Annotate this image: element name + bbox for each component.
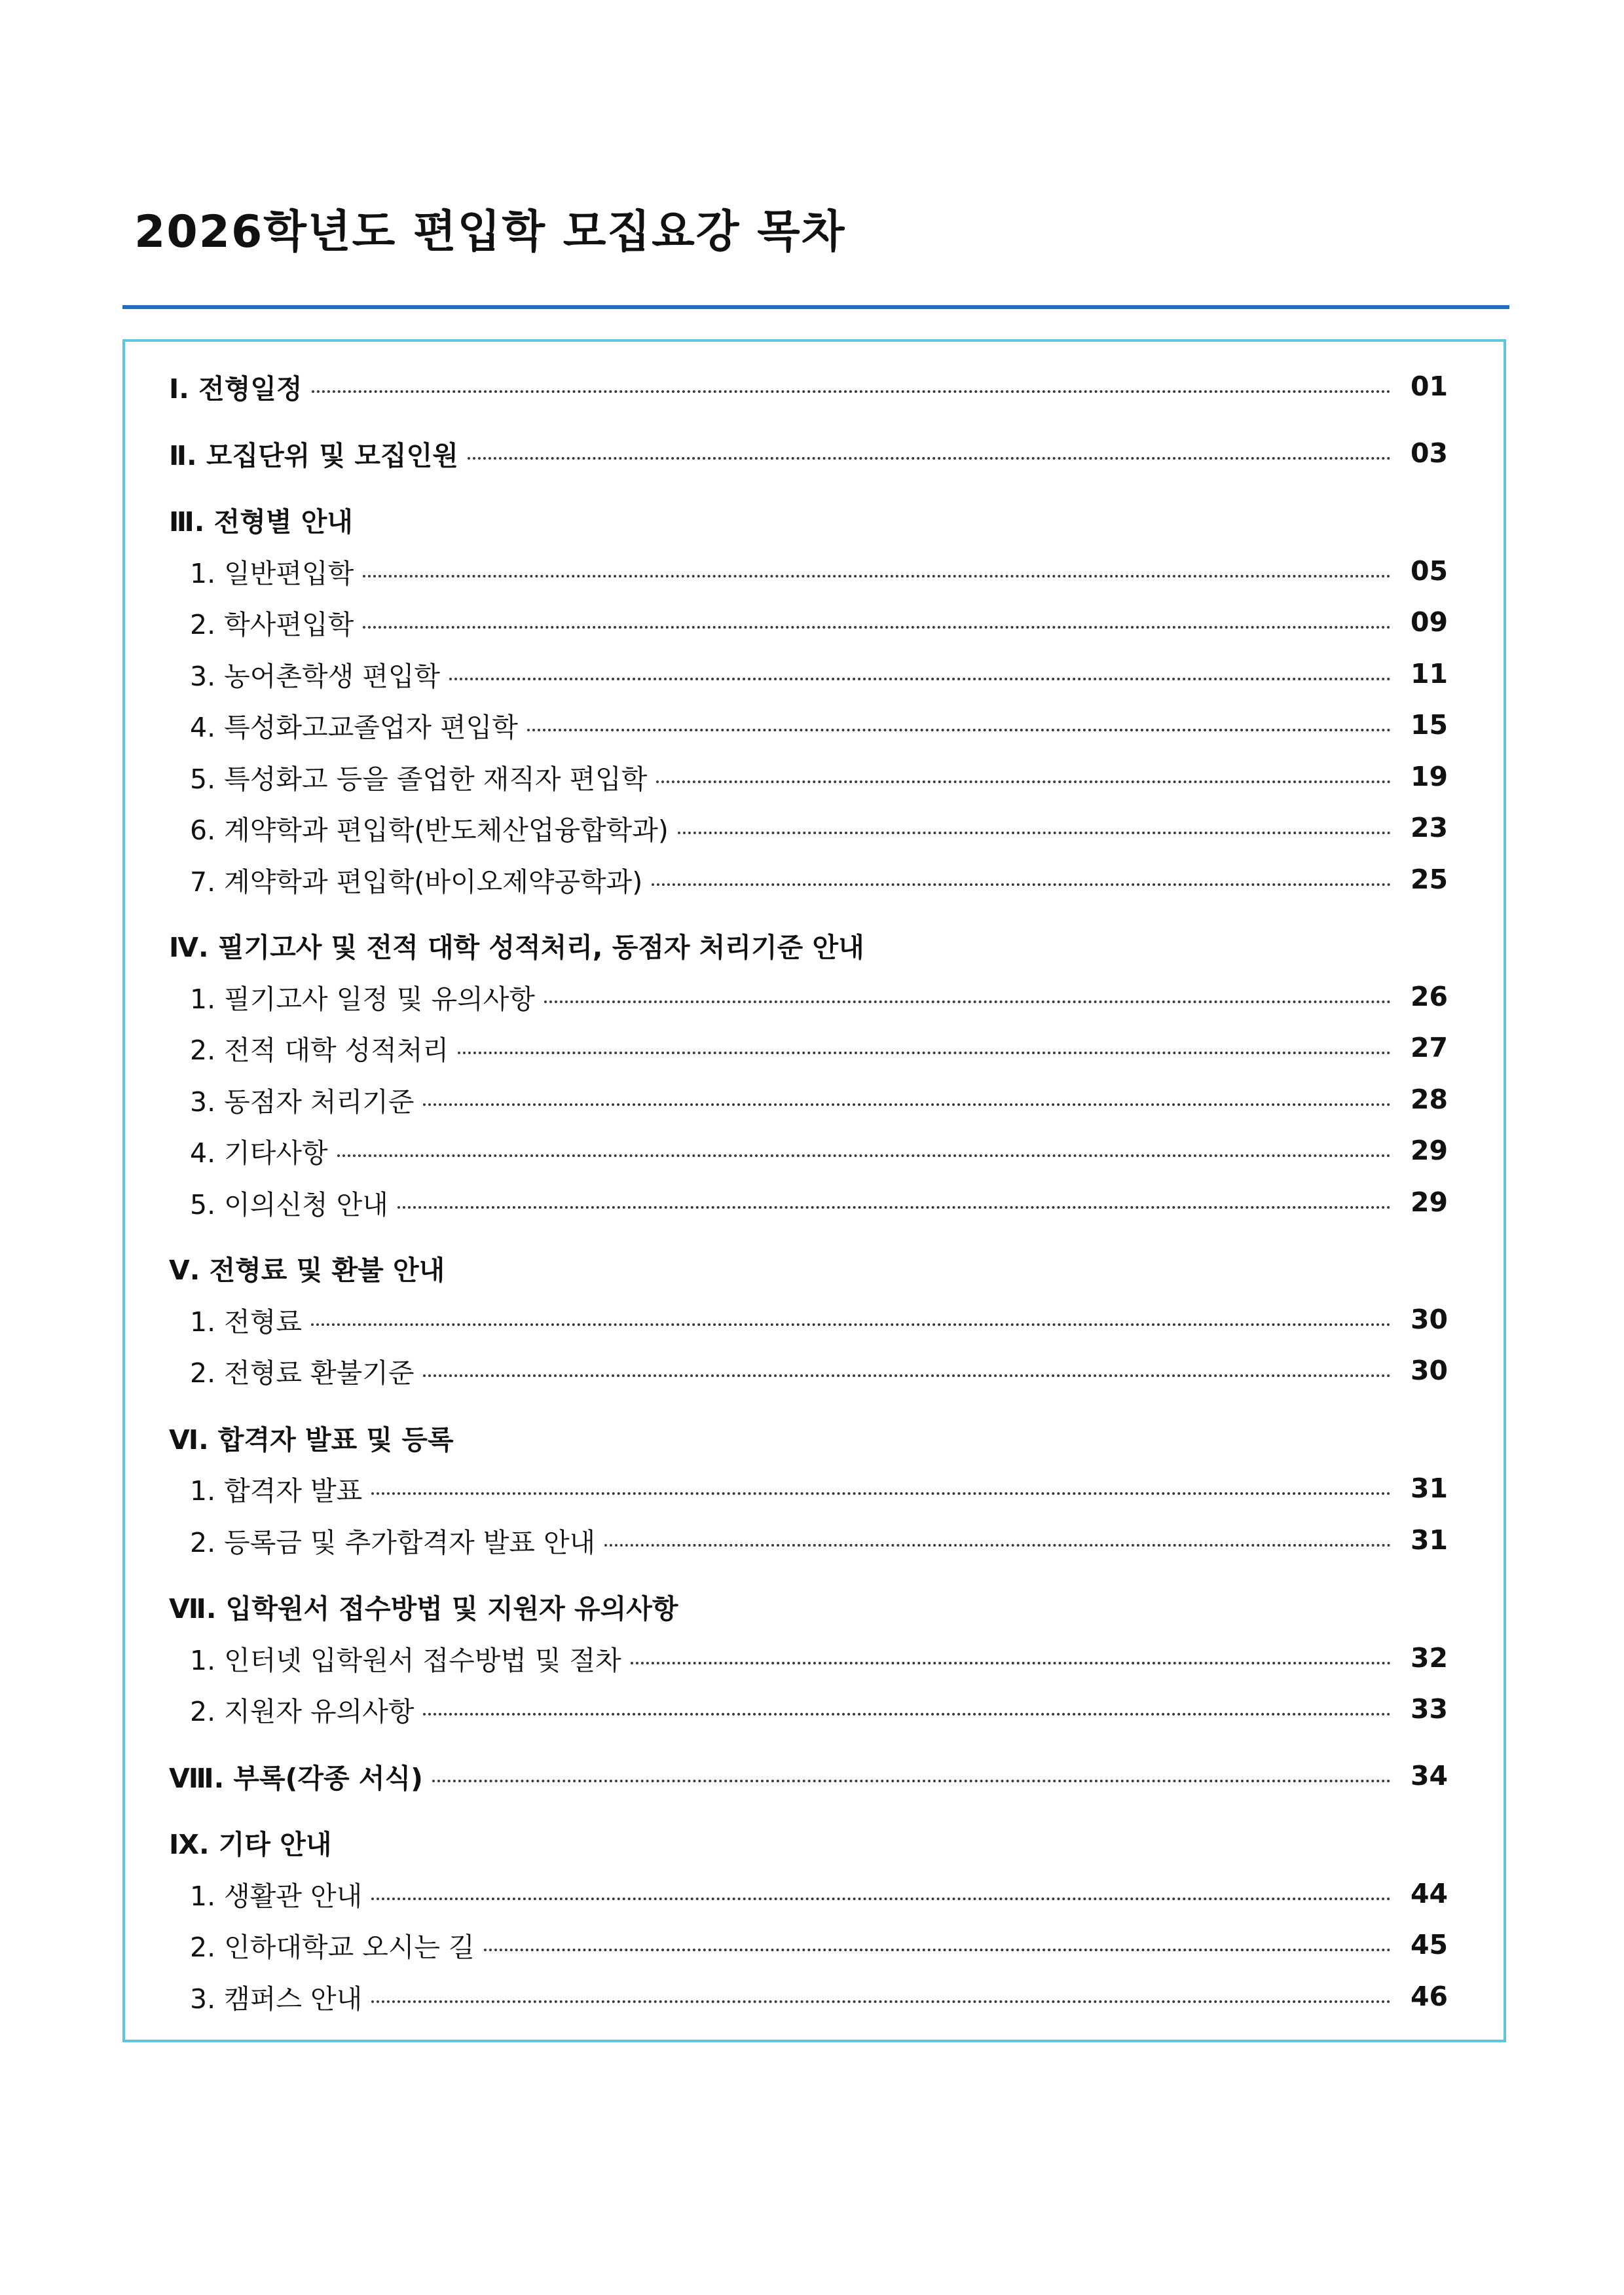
dot-leader bbox=[604, 1544, 1391, 1547]
toc-entry-page: 25 bbox=[1410, 864, 1448, 895]
toc-entry-label: Ⅸ. 기타 안내 bbox=[169, 1828, 332, 1860]
toc-entry[interactable] bbox=[190, 1349, 1448, 1391]
toc-entry-label: 2. 전형료 환불기준 bbox=[190, 1357, 415, 1389]
toc-entry-page: 44 bbox=[1410, 1878, 1448, 1909]
dot-leader bbox=[423, 1103, 1391, 1106]
toc-section-heading bbox=[169, 1821, 1448, 1863]
toc-entry-label: Ⅶ. 입학원서 접수방법 및 지원자 유의사항 bbox=[169, 1592, 678, 1625]
toc-entry-page: 30 bbox=[1410, 1355, 1448, 1386]
toc-entry-label: Ⅱ. 모집단위 및 모집인원 bbox=[169, 439, 458, 471]
dot-leader bbox=[337, 1154, 1391, 1157]
toc-entry-page: 11 bbox=[1410, 658, 1448, 689]
toc-entry-page: 29 bbox=[1410, 1186, 1448, 1218]
toc-entry-label: 2. 지원자 유의사항 bbox=[190, 1695, 415, 1727]
toc-entry[interactable] bbox=[190, 1298, 1448, 1340]
toc-entry-label: 1. 전형료 bbox=[190, 1306, 302, 1338]
toc-entry-page: 19 bbox=[1410, 761, 1448, 792]
toc-entry[interactable] bbox=[190, 807, 1448, 849]
toc-entry[interactable] bbox=[190, 1181, 1448, 1223]
toc-entry-page: 01 bbox=[1410, 371, 1448, 402]
toc-section-heading bbox=[169, 924, 1448, 966]
toc-section-heading bbox=[169, 1247, 1448, 1289]
dot-leader bbox=[397, 1206, 1391, 1209]
toc-section-heading bbox=[169, 498, 1448, 540]
dot-leader bbox=[544, 1001, 1391, 1003]
toc-entry[interactable] bbox=[169, 1755, 1448, 1797]
dot-leader bbox=[678, 832, 1391, 834]
toc-entry[interactable] bbox=[190, 1873, 1448, 1915]
dot-leader bbox=[371, 1492, 1391, 1495]
toc-entry-label: Ⅷ. 부록(각종 서식) bbox=[169, 1762, 423, 1794]
dot-leader bbox=[371, 2000, 1391, 2003]
dot-leader bbox=[423, 1374, 1391, 1377]
toc-entry-label: 4. 특성화고교졸업자 편입학 bbox=[190, 711, 518, 743]
dot-leader bbox=[363, 575, 1391, 578]
toc-entry-page: 27 bbox=[1410, 1032, 1448, 1063]
toc-entry-label: 6. 계약학과 편입학(반도체산업융합학과) bbox=[190, 814, 669, 846]
dot-leader bbox=[468, 457, 1391, 460]
toc-entry[interactable] bbox=[190, 1078, 1448, 1120]
toc-entry-page: 30 bbox=[1410, 1304, 1448, 1335]
toc-entry[interactable] bbox=[190, 1688, 1448, 1730]
toc-entry[interactable] bbox=[169, 365, 1448, 407]
title-divider bbox=[122, 305, 1509, 309]
toc-entry-label: 3. 동점자 처리기준 bbox=[190, 1086, 415, 1118]
toc-entry[interactable] bbox=[190, 1467, 1448, 1509]
toc-entry-page: 34 bbox=[1410, 1760, 1448, 1791]
dot-leader bbox=[484, 1949, 1391, 1951]
toc-entry[interactable] bbox=[190, 704, 1448, 746]
toc-entry-label: 2. 학사편입학 bbox=[190, 608, 354, 640]
toc-entry-label: 2. 등록금 및 추가합격자 발표 안내 bbox=[190, 1526, 596, 1558]
toc-entry-label: 5. 이의신청 안내 bbox=[190, 1188, 388, 1221]
toc-entry-label: 4. 기타사항 bbox=[190, 1137, 328, 1169]
toc-entry-label: 1. 일반편입학 bbox=[190, 557, 354, 589]
toc-entry[interactable] bbox=[190, 976, 1448, 1018]
toc-entry[interactable] bbox=[190, 858, 1448, 900]
toc-entry-label: 3. 농어촌학생 편입학 bbox=[190, 660, 441, 692]
toc-entry-label: 2. 전적 대학 성적처리 bbox=[190, 1034, 449, 1066]
toc-entry[interactable] bbox=[190, 1027, 1448, 1069]
toc-entry-page: 03 bbox=[1410, 437, 1448, 469]
toc-entry-page: 26 bbox=[1410, 981, 1448, 1012]
toc-entry-label: Ⅳ. 필기고사 및 전적 대학 성적처리, 동점자 처리기준 안내 bbox=[169, 931, 864, 963]
toc-entry-label: 3. 캠퍼스 안내 bbox=[190, 1983, 363, 2015]
toc-entry-page: 31 bbox=[1410, 1524, 1448, 1556]
toc-entry-label: 7. 계약학과 편입학(바이오제약공학과) bbox=[190, 866, 643, 898]
toc-entry-label: Ⅵ. 합격자 발표 및 등록 bbox=[169, 1423, 454, 1456]
toc-entry[interactable] bbox=[190, 601, 1448, 643]
toc-entry[interactable] bbox=[190, 550, 1448, 592]
dot-leader bbox=[423, 1713, 1391, 1716]
dot-leader bbox=[449, 678, 1391, 680]
dot-leader bbox=[458, 1052, 1391, 1054]
toc-entry[interactable] bbox=[190, 756, 1448, 798]
dot-leader bbox=[311, 1323, 1391, 1326]
dot-leader bbox=[363, 626, 1391, 629]
toc-entry-page: 15 bbox=[1410, 709, 1448, 741]
toc-entry[interactable] bbox=[169, 432, 1448, 474]
dot-leader bbox=[312, 390, 1391, 393]
dot-leader bbox=[527, 729, 1391, 731]
dot-leader bbox=[656, 780, 1391, 783]
toc-entry-page: 29 bbox=[1410, 1135, 1448, 1166]
toc-entry-page: 05 bbox=[1410, 555, 1448, 587]
dot-leader bbox=[371, 1898, 1391, 1900]
dot-leader bbox=[652, 883, 1391, 886]
toc-entry[interactable] bbox=[190, 1519, 1448, 1561]
toc-entry-label: 1. 합격자 발표 bbox=[190, 1475, 363, 1507]
dot-leader bbox=[432, 1780, 1391, 1782]
toc-entry-label: 2. 인하대학교 오시는 길 bbox=[190, 1931, 475, 1963]
toc-entry-label: 1. 인터넷 입학원서 접수방법 및 절차 bbox=[190, 1644, 621, 1676]
toc-entry-label: Ⅲ. 전형별 안내 bbox=[169, 505, 353, 538]
toc-section-heading bbox=[169, 1416, 1448, 1458]
toc-section-heading bbox=[169, 1585, 1448, 1627]
toc-entry-page: 33 bbox=[1410, 1693, 1448, 1725]
toc-entry[interactable] bbox=[190, 1975, 1448, 2017]
toc-entry-label: Ⅰ. 전형일정 bbox=[169, 373, 303, 405]
toc-entry-label: 5. 특성화고 등을 졸업한 재직자 편입학 bbox=[190, 763, 648, 795]
dot-leader bbox=[631, 1662, 1391, 1664]
page-title: 2026학년도 편입학 모집요강 목차 bbox=[134, 206, 846, 258]
toc-entry-page: 31 bbox=[1410, 1473, 1448, 1504]
toc-entry-page: 28 bbox=[1410, 1084, 1448, 1115]
toc-entry[interactable] bbox=[190, 1129, 1448, 1171]
toc-entry[interactable] bbox=[190, 1637, 1448, 1679]
toc-entry-page: 45 bbox=[1410, 1929, 1448, 1960]
toc-entry-page: 23 bbox=[1410, 812, 1448, 843]
toc-entry-page: 09 bbox=[1410, 606, 1448, 638]
toc-entry-page: 32 bbox=[1410, 1642, 1448, 1674]
toc-entry-page: 46 bbox=[1410, 1981, 1448, 2012]
toc-entry-label: Ⅴ. 전형료 및 환불 안내 bbox=[169, 1254, 445, 1286]
toc-entry[interactable] bbox=[190, 1924, 1448, 1966]
toc-entry[interactable] bbox=[190, 653, 1448, 695]
toc-entry-label: 1. 필기고사 일정 및 유의사항 bbox=[190, 983, 535, 1015]
toc-entry-label: 1. 생활관 안내 bbox=[190, 1880, 363, 1912]
